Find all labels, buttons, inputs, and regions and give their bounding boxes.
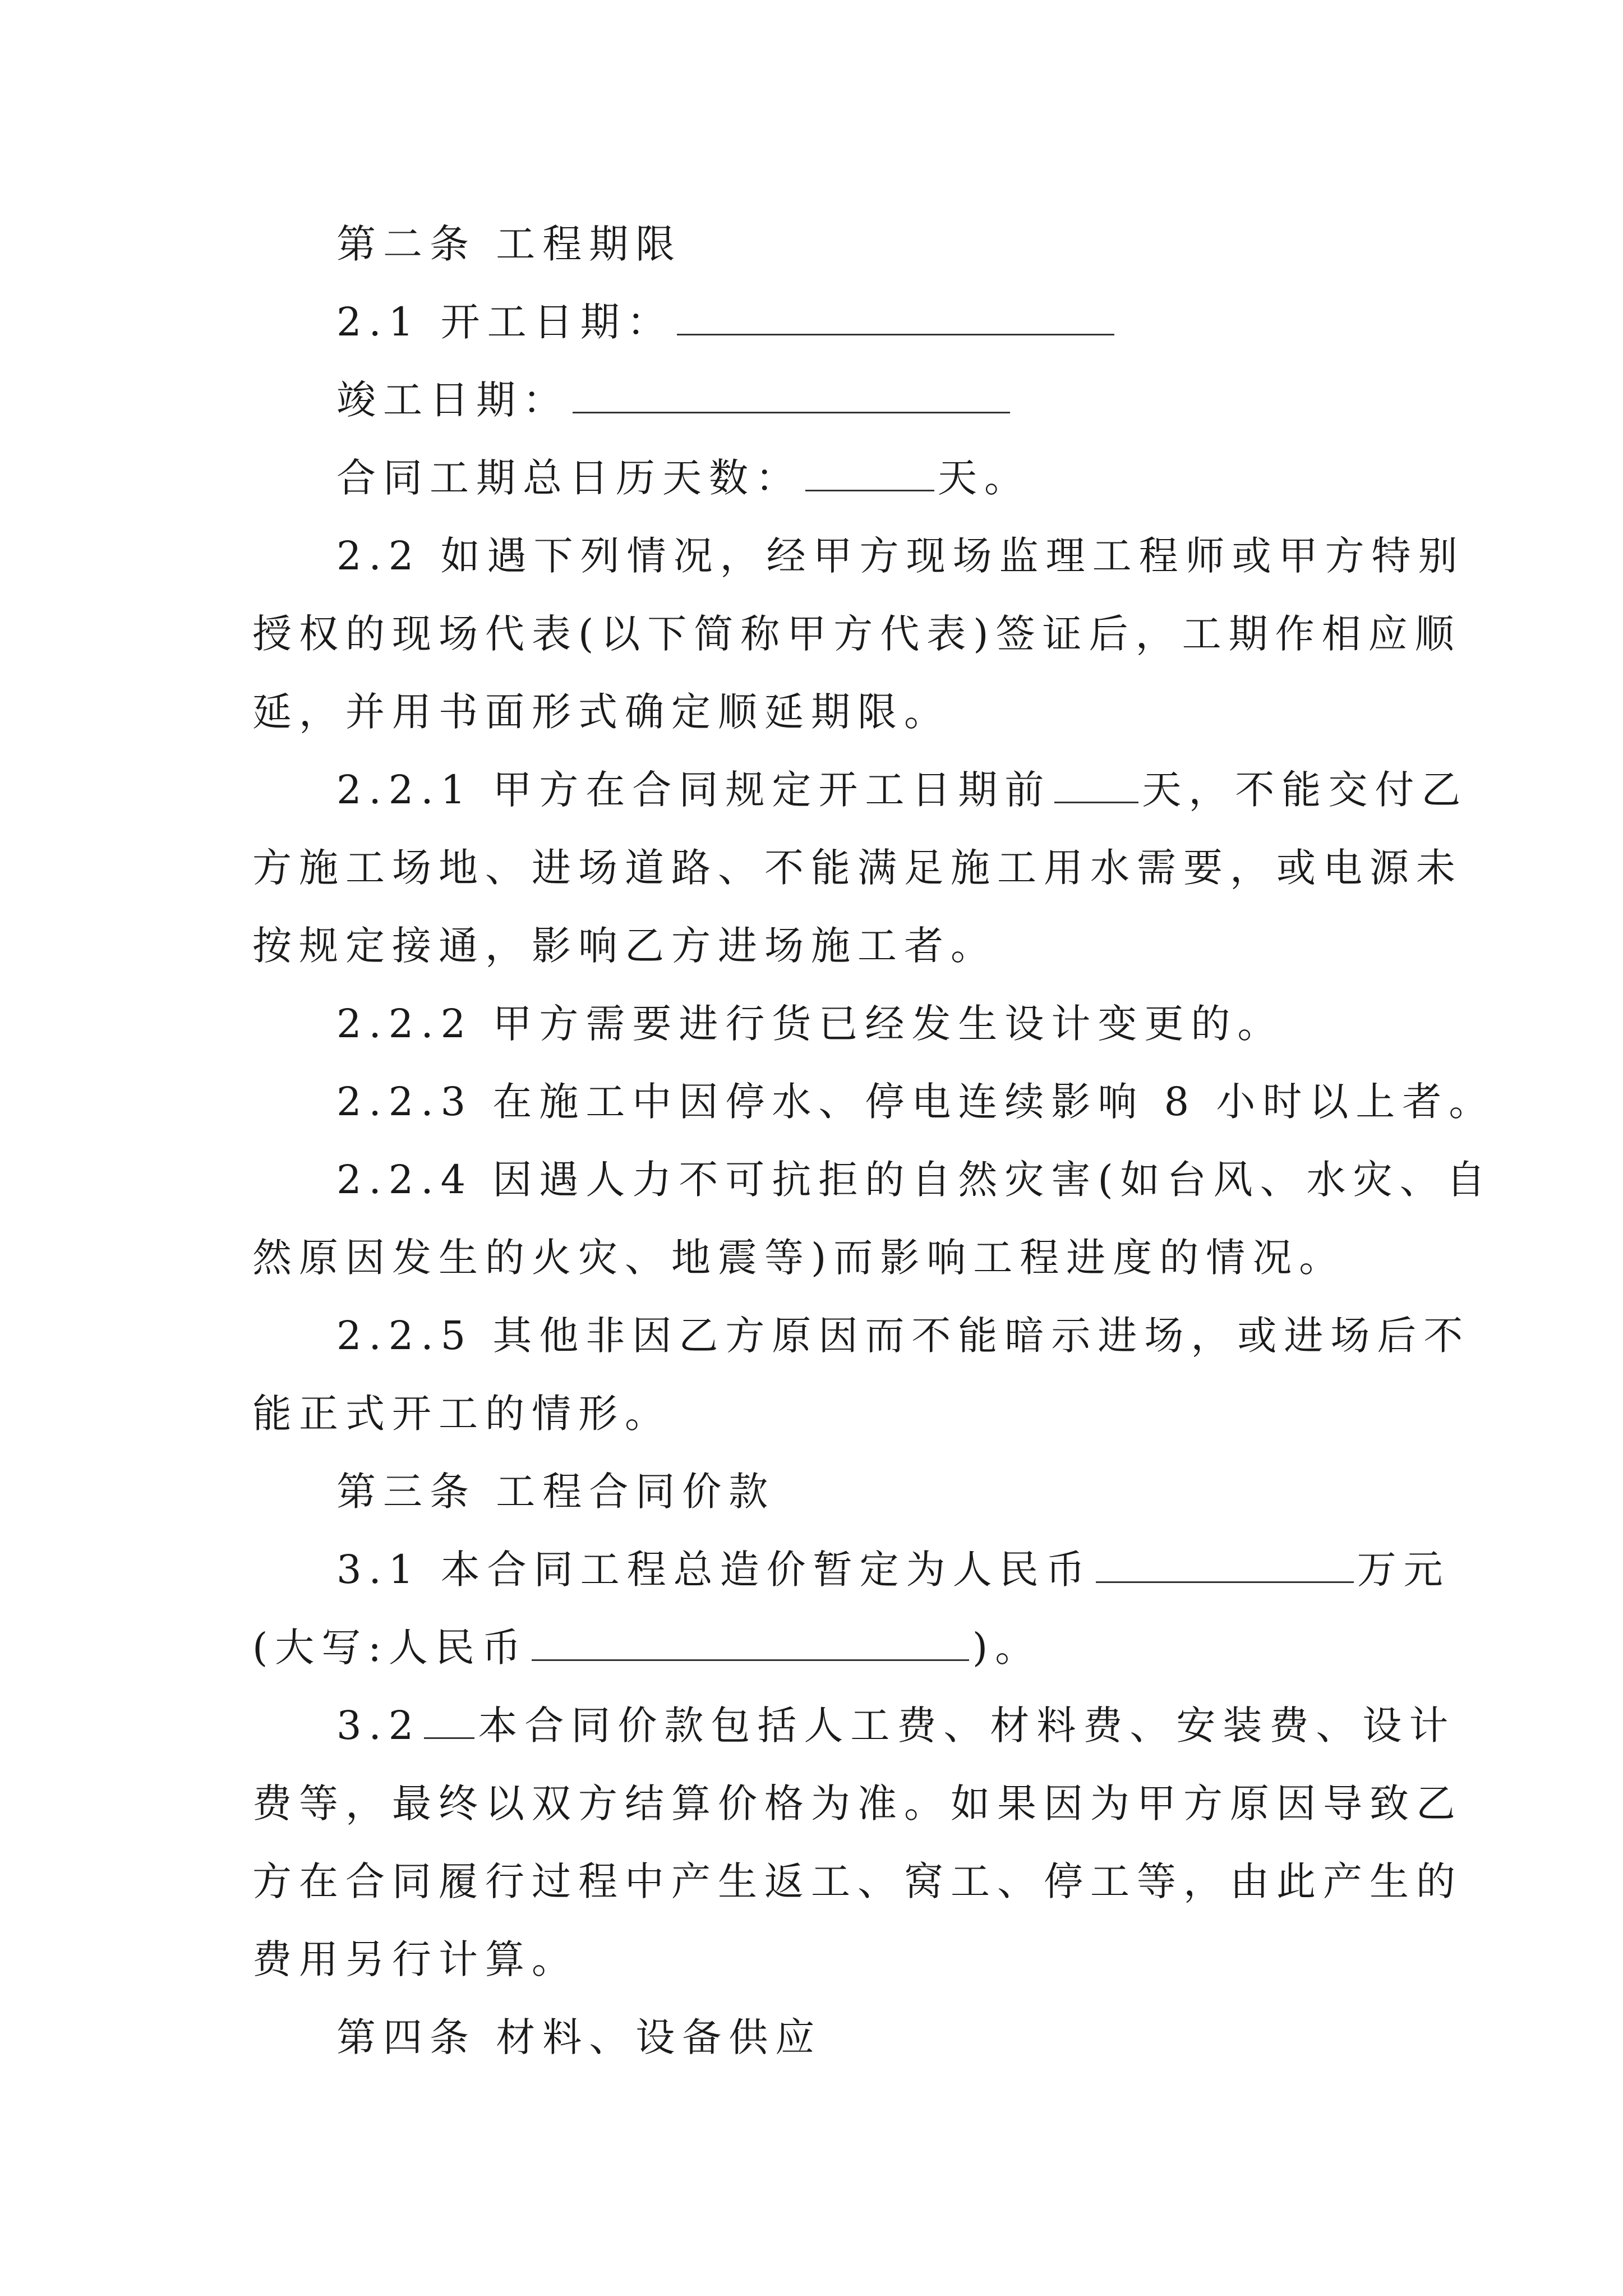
clause-2-2-2: 2.2.2 甲方需要进行货已经发生设计变更的。 <box>336 1001 1284 1047</box>
clause-2-2-5-line-1: 2.2.5 其他非因乙方原因而不能暗示进场，或进场后不 <box>336 1313 1470 1359</box>
fill-blank <box>532 1625 969 1661</box>
clause-3-2-line-3: 方在合同履行过程中产生返工、窝工、停工等，由此产生的 <box>252 1858 1463 1904</box>
clause-3-1-line-2: (大写:人民币 )。 <box>252 1625 1042 1671</box>
section-heading-3: 第三条 工程合同价款 <box>336 1469 776 1515</box>
clause-2-2-1-line-2: 方施工场地、进场道路、不能满足施工用水需要，或电源未 <box>252 845 1463 891</box>
clause-2-2-line-3: 延，并用书面形式确定顺延期限。 <box>252 689 951 735</box>
clause-2-2-1-line-1: 2.2.1 甲方在合同规定开工日期前 天，不能交付乙 <box>336 767 1468 813</box>
clause-2-2-line-2: 授权的现场代表(以下简称甲方代表)签证后，工期作相应顺 <box>252 611 1461 657</box>
clause-3-2-line-4: 费用另行计算。 <box>252 1936 578 1982</box>
clause-2-1-start-date: 2.1 开工日期： <box>252 283 1475 361</box>
clause-2-2-3: 2.2.3 在施工中因停水、停电连续影响 8 小时以上者。 <box>336 1079 1496 1125</box>
section-heading-4: 第四条 材料、设备供应 <box>336 2014 822 2060</box>
section-heading-2: 第二条 工程期限 <box>336 221 683 267</box>
clause-2-2-4-line-2: 然原因发生的火灾、地震等)而影响工程进度的情况。 <box>252 1235 1346 1281</box>
fill-blank <box>1096 1547 1354 1583</box>
completion-date: 竣工日期： <box>252 361 1475 439</box>
fill-blank <box>677 299 1114 335</box>
total-calendar-days: 合同工期总日历天数： 天。 <box>336 455 1031 501</box>
clause-3-1-line-1: 3.1 本合同工程总造价暂定为人民币 万元 <box>336 1547 1450 1593</box>
clause-2-2-1-line-3: 按规定接通，影响乙方进场施工者。 <box>252 923 997 969</box>
clause-2-2-line-1: 2.2 如遇下列情况，经甲方现场监理工程师或甲方特别 <box>336 533 1465 579</box>
clause-2-2-5-line-2: 能正式开工的情形。 <box>252 1391 671 1437</box>
fill-blank <box>573 377 1010 413</box>
clause-3-2-line-2: 费等，最终以双方结算价格为准。如果因为甲方原因导致乙 <box>252 1780 1463 1826</box>
clause-2-2-4-line-1: 2.2.4 因遇人力不可抗拒的自然灾害(如台风、水灾、自 <box>336 1157 1493 1203</box>
fill-blank <box>1054 767 1138 803</box>
clause-3-2-line-1: 3.2 本合同价款包括人工费、材料费、安装费、设计 <box>336 1703 1456 1749</box>
fill-blank <box>424 1703 474 1739</box>
fill-blank <box>805 455 934 491</box>
